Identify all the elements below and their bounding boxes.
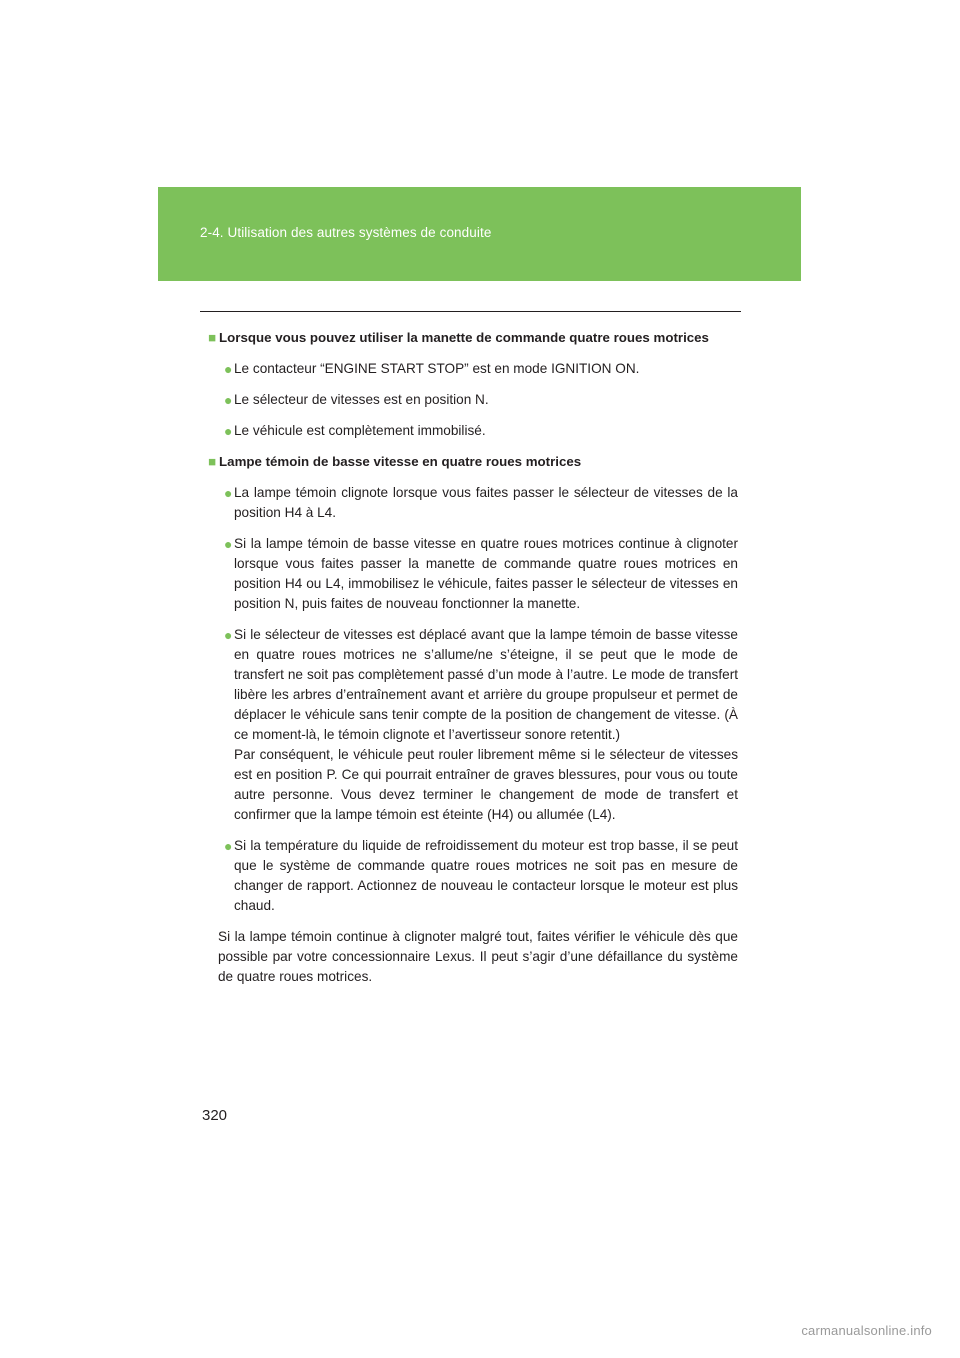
list-item: ● Si la lampe témoin de basse vitesse en quatre roues motrices continue à clignoter lorsque vous faites passer la manette de commande quatre roues motrices en position H4 ou L4, immobilisez le véhicule, faites passer le sélecteur de vitesses en position N, puis faites de nouveau fonctionner la manette. [224,536,738,611]
list-item: ● La lampe témoin clignote lorsque vous faites passer le sélecteur de vitesses de la position H4 à L4. [224,485,738,520]
list-item: ● Le contacteur “ENGINE START STOP” est en mode IGNITION ON. [224,361,640,377]
list-item-continuation: Par conséquent, le véhicule peut rouler librement même si le sélecteur de vitesses est en position P. Ce qui pourrait entraîner de graves blessures, pour vous ou toute autre personne. Vous devez terminer le changement de mode de transfert et confirmer que la lampe témoin est éteinte (H4) ou allumée (L4). [234,747,738,822]
square-bullet-icon: ■ [208,454,217,469]
page-content [208,328,738,987]
watermark: carmanualsonline.info [801,1323,932,1338]
page-number: 320 [202,1107,228,1124]
chapter-title: 2-4. Utilisation des autres systèmes de conduite [200,225,492,240]
round-bullet-icon: ● [224,423,233,439]
section-heading: ■ Lorsque vous pouvez utiliser la manette de commande quatre roues motrices [208,330,709,345]
section-heading: ■ Lampe témoin de basse vitesse en quatre roues motrices [208,454,582,469]
round-bullet-icon: ● [224,361,233,377]
list-item: ● Le sélecteur de vitesses est en position N. [224,392,489,408]
round-bullet-icon: ● [224,392,233,408]
list-item: ● Si le sélecteur de vitesses est déplacé avant que la lampe témoin de basse vitesse en quatre roues motrices ne s’allume/ne s’éteigne, il se peut que le mode de transfert ne soit pas complètement passé d’un mode à l’autre. Le mode de transfert libère les arbres d’entraînement avant et arrière du groupe propulseur et permet de déplacer le véhicule sans tenir compte de la position de changement de vitesse. (À ce moment-là, le témoin clignote et l’avertisseur sonore retentit.) Par conséquent, le véhicule peut rouler librement même si le sélecteur de vitesses est en position P. Ce qui pourrait entraîner de graves blessures, pour vous ou toute autre personne. Vous devez terminer le changement de mode de transfert et confirmer que la lampe témoin est éteinte (H4) ou allumée (L4). [224,627,738,822]
header-divider [200,311,741,312]
round-bullet-icon: ● [224,485,233,501]
list-item: ● Le véhicule est complètement immobilisé. [224,423,486,439]
list-item: ● Si la température du liquide de refroidissement du moteur est trop basse, il se peut que le système de commande quatre roues motrices ne soit pas en mesure de changer de rapport. Actionnez de nouveau le contacteur lorsque le moteur est plus chaud. [224,838,738,913]
round-bullet-icon: ● [224,627,233,643]
round-bullet-icon: ● [224,536,233,552]
closing-paragraph: Si la lampe témoin continue à clignoter malgré tout, faites vérifier le véhicule dès que possible par votre concessionnaire Lexus. Il peut s’agir d’une défaillance du système de quatre roues motrices. [218,929,738,984]
square-bullet-icon: ■ [208,330,217,345]
round-bullet-icon: ● [224,838,233,854]
chapter-header-band [158,187,801,281]
